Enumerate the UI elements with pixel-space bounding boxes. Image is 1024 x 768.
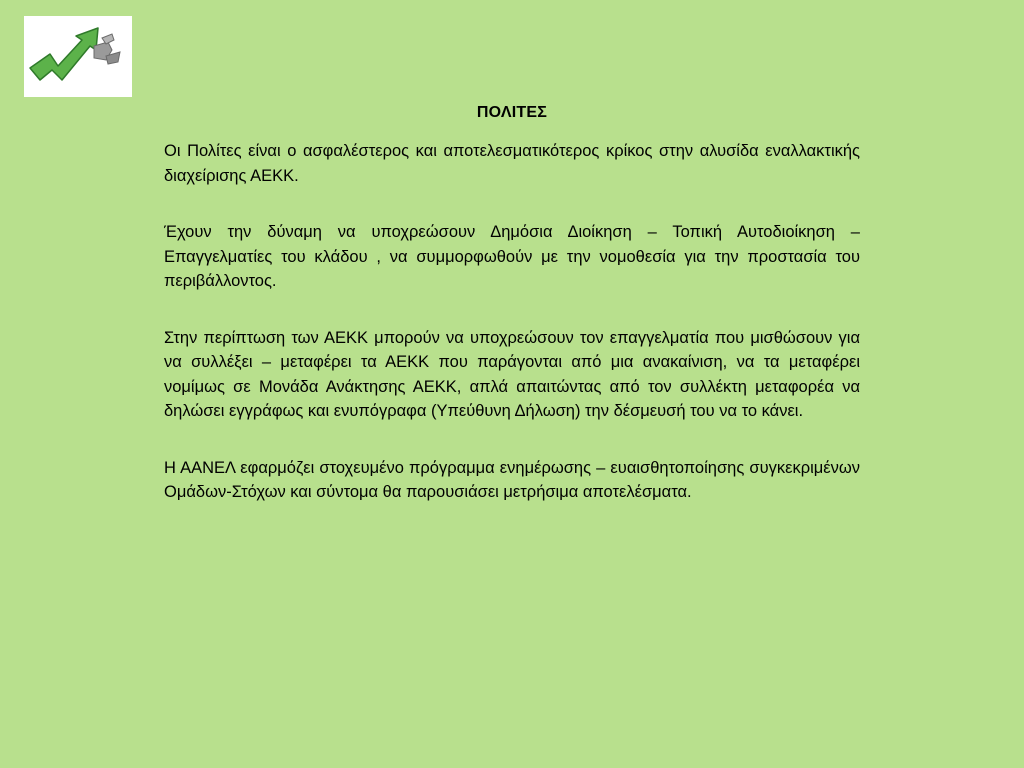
- recycling-arrow-logo-icon: [24, 16, 132, 97]
- paragraph-contractor-obligation: Στην περίπτωση των ΑΕΚΚ μπορούν να υποχρεώσουν τον επαγγελματία που μισθώσουν για να συλλέξει – μεταφέρει τα ΑΕΚΚ που παράγονται από μια ανακαίνιση, να τα μεταφέρει νομίμως σε Μονάδα Ανάκτησης ΑΕΚΚ, απλά απαιτώντας από τον συλλέκτη μεταφορέα να δηλώσει εγγράφως και ενυπόγραφα (Υπεύθυνη Δήλωση) την δέσμευσή του να το κάνει.: [164, 328, 860, 420]
- logo: [24, 16, 132, 97]
- slide-body: [164, 139, 860, 537]
- slide-title: ΠΟΛΙΤΕΣ: [476, 104, 548, 121]
- paragraph-citizens-role: Οι Πολίτες είναι ο ασφαλέστερος και αποτελεσματικότερος κρίκος στην αλυσίδα εναλλακτικής διαχείρισης ΑΕΚΚ.: [164, 142, 860, 185]
- paragraph-awareness-program: Η ΑΑΝΕΛ εφαρμόζει στοχευμένο πρόγραμμα ενημέρωσης – ευαισθητοποίησης συγκεκριμένων Ομάδων-Στόχων και σύντομα θα παρουσιάσει μετρήσιμα αποτελέσματα.: [164, 458, 860, 501]
- paragraph-citizens-power: Έχουν την δύναμη να υποχρεώσουν Δημόσια Διοίκηση – Τοπική Αυτοδιοίκηση – Επαγγελματίες του κλάδου , να συμμορφωθούν με την νομοθεσία για την προστασία του περιβάλλοντος.: [164, 223, 860, 290]
